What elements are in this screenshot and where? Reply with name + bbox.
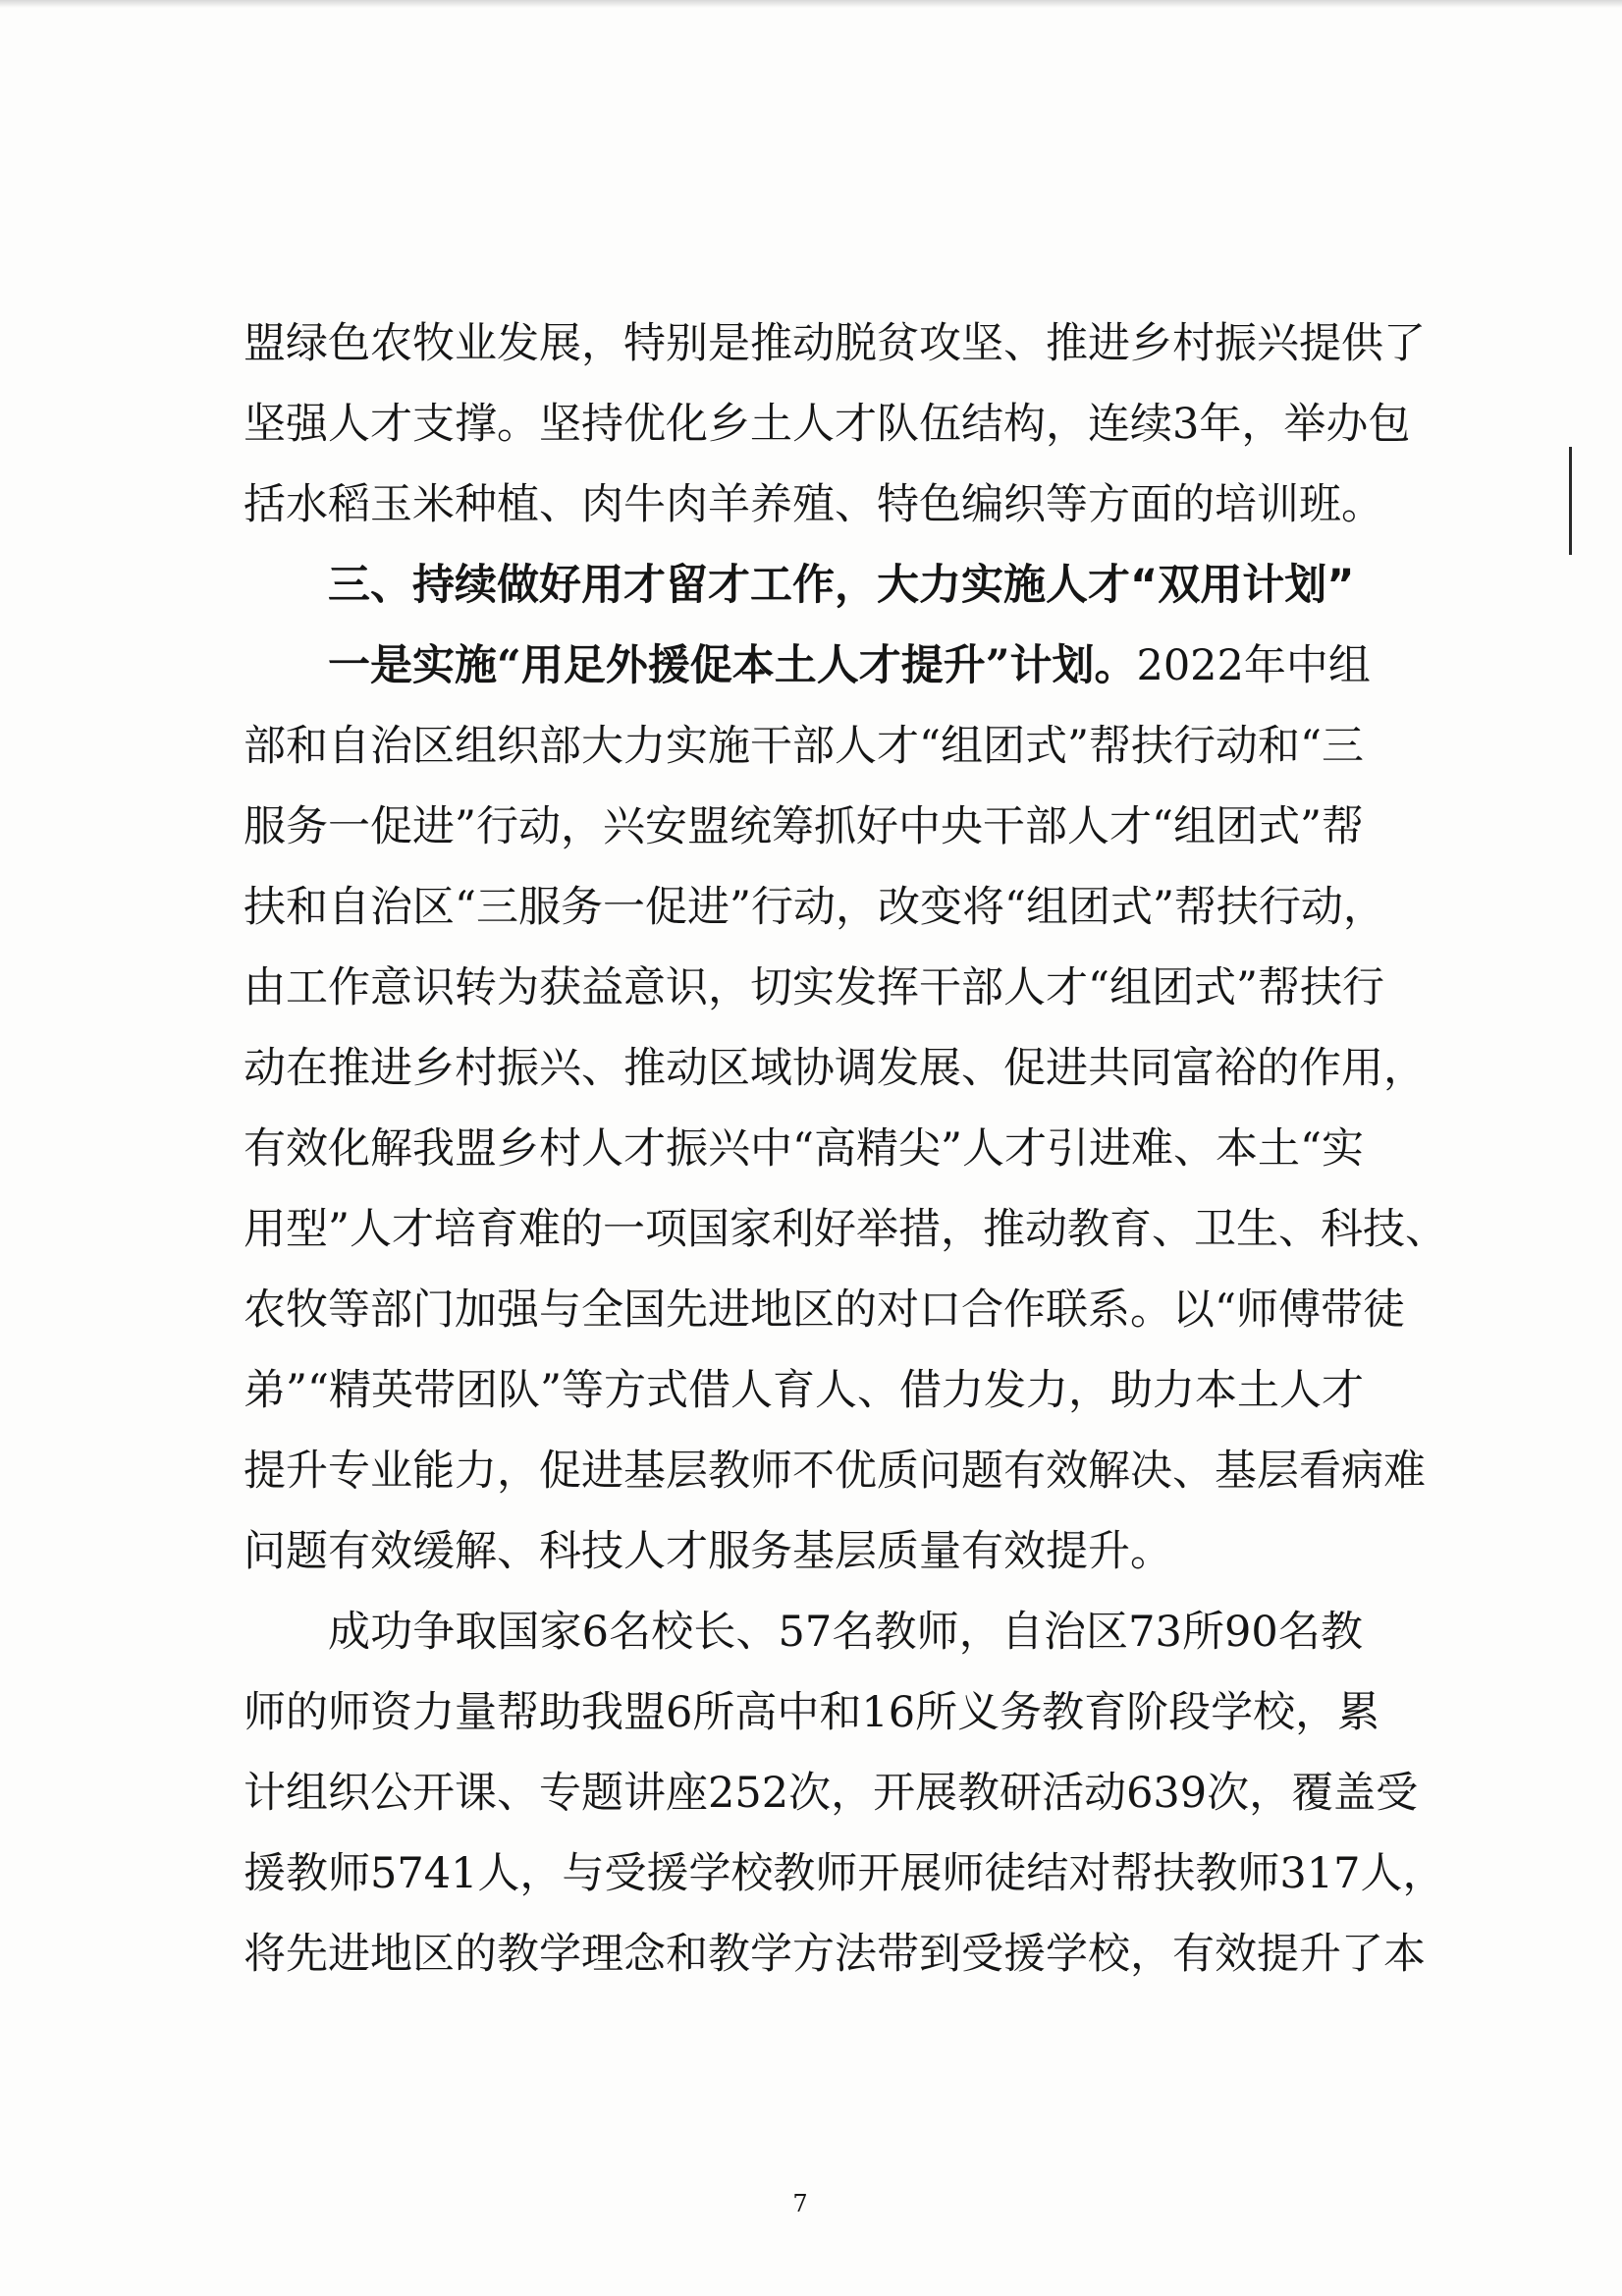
text-line: 动在推进乡村振兴、推动区域协调发展、促进共同富裕的作用， [243, 1044, 1426, 1093]
paragraph-lead-rest: 2022年中组 [1136, 641, 1371, 690]
text-line: 由工作意识转为获益意识，切实发挥干部人才“组团式”帮扶行 [243, 963, 1384, 1012]
text-line: 扶和自治区“三服务一促进”行动，改变将“组团式”帮扶行动， [243, 883, 1385, 932]
scan-top-edge [0, 0, 1622, 8]
page-number: 7 [792, 2190, 808, 2217]
text-line: 将先进地区的教学理念和教学方法带到受援学校，有效提升了本 [243, 1930, 1426, 1979]
text-line: 盟绿色农牧业发展，特别是推动脱贫攻坚、推进乡村振兴提供了 [243, 319, 1426, 368]
section-heading: 三、持续做好用才留才工作，大力实施人才“双用计划” [328, 561, 1355, 610]
text-line: 问题有效缓解、科技人才服务基层质量有效提升。 [243, 1527, 1172, 1576]
scan-margin-mark [1569, 447, 1572, 555]
paragraph-lead-line [328, 622, 1371, 710]
text-line: 坚强人才支撑。坚持优化乡土人才队伍结构，连续3年，举办包 [243, 400, 1411, 449]
text-line: 括水稻玉米种植、肉牛肉羊养殖、特色编织等方面的培训班。 [243, 480, 1383, 529]
text-line: 有效化解我盟乡村人才振兴中“高精尖”人才引进难、本土“实 [243, 1124, 1364, 1174]
paragraph-lead-bold: 一是实施“用足外援促本土人才提升”计划。 [328, 641, 1137, 690]
text-line: 师的师资力量帮助我盟6所高中和16所义务教育阶段学校，累 [243, 1688, 1380, 1737]
text-line: 成功争取国家6名校长、57名教师，自治区73所90名教 [328, 1608, 1363, 1657]
text-line: 农牧等部门加强与全国先进地区的对口合作联系。以“师傅带徒 [243, 1285, 1405, 1335]
text-line: 部和自治区组织部大力实施干部人才“组团式”帮扶行动和“三 [243, 722, 1364, 771]
text-line: 弟”“精英带团队”等方式借人育人、借力发力，助力本土人才 [243, 1366, 1364, 1415]
text-line: 用型”人才培育难的一项国家利好举措，推动教育、卫生、科技、 [243, 1205, 1447, 1254]
text-line: 提升专业能力，促进基层教师不优质问题有效解决、基层看病难 [243, 1447, 1426, 1496]
text-line: 计组织公开课、专题讲座252次，开展教研活动639次，覆盖受 [243, 1769, 1419, 1818]
text-line: 援教师5741人，与受援学校教师开展师徒结对帮扶教师317人， [243, 1849, 1445, 1898]
text-line: 服务一促进”行动，兴安盟统筹抓好中央干部人才“组团式”帮 [243, 802, 1364, 851]
